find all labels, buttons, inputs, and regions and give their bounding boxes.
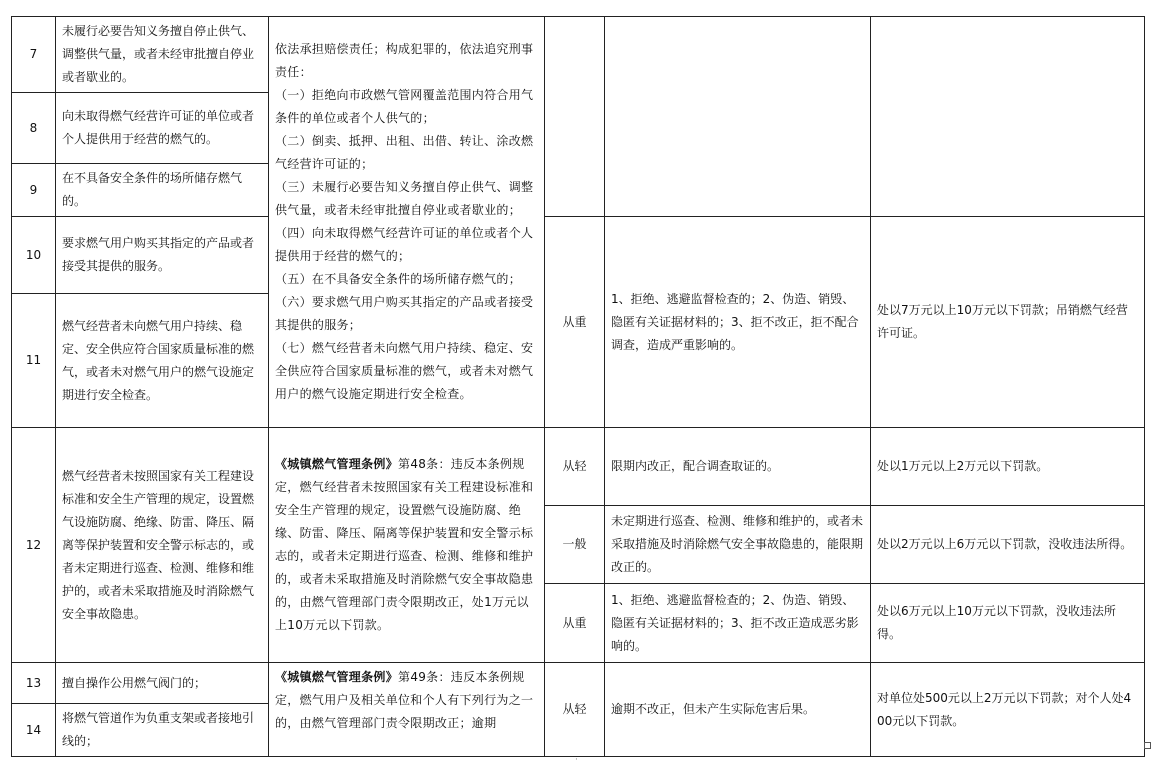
circumstance-text: 逾期不改正，但未产生实际危害后果。 bbox=[605, 663, 871, 757]
discretion-level: 从轻 bbox=[545, 428, 605, 506]
penalty-text: 处以2万元以上6万元以下罚款，没收违法所得。 bbox=[871, 506, 1145, 584]
table-row bbox=[12, 217, 1145, 294]
violation-description: 燃气经营者未向燃气用户持续、稳定、安全供应符合国家质量标准的燃气，或者未对燃气用户的燃气设施定期进行安全检查。 bbox=[56, 294, 269, 428]
basis-line: （二）倒卖、抵押、出租、出借、转让、涂改燃气经营许可证的； bbox=[275, 134, 534, 171]
legal-basis-cell bbox=[269, 428, 545, 663]
regulation-title: 《城镇燃气管理条例》 bbox=[275, 457, 399, 471]
regulation-text: 第49条：违反本条例规定，燃气用户及相关单位和个人有下列行为之一的，由燃气管理部门责令限期改正；逾期 bbox=[275, 670, 534, 730]
basis-line: （四）向未取得燃气经营许可证的单位或者个人提供用于经营的燃气的； bbox=[275, 226, 534, 263]
row-number: 8 bbox=[12, 93, 56, 164]
row-number: 14 bbox=[12, 704, 56, 757]
basis-line: （五）在不具备安全条件的场所储存燃气的； bbox=[275, 272, 522, 286]
discretion-level: 一般 bbox=[545, 506, 605, 584]
row-number: 10 bbox=[12, 217, 56, 294]
table-row bbox=[12, 663, 1145, 704]
basis-line: （六）要求燃气用户购买其指定的产品或者接受其提供的服务； bbox=[275, 295, 534, 332]
basis-line: 依法承担赔偿责任；构成犯罪的，依法追究刑事责任： bbox=[275, 42, 534, 79]
discretion-level: 从重 bbox=[545, 584, 605, 663]
legal-basis-cell bbox=[269, 17, 545, 428]
circumstance-text: 未定期进行巡查、检测、维修和维护的，或者未采取措施及时消除燃气安全事故隐患的，能限期改正的。 bbox=[605, 506, 871, 584]
violation-description: 在不具备安全条件的场所储存燃气的。 bbox=[56, 164, 269, 217]
penalty-text: 处以1万元以上2万元以下罚款。 bbox=[871, 428, 1145, 506]
legal-basis-cell bbox=[269, 663, 545, 757]
violation-description: 未履行必要告知义务擅自停止供气、调整供气量，或者未经审批擅自停业或者歇业的。 bbox=[56, 17, 269, 93]
circumstance-text: 限期内改正，配合调查取证的。 bbox=[605, 428, 871, 506]
row-number: 7 bbox=[12, 17, 56, 93]
discretion-level: 从轻 bbox=[545, 663, 605, 757]
violation-description: 向未取得燃气经营许可证的单位或者个人提供用于经营的燃气的。 bbox=[56, 93, 269, 164]
violation-description: 擅自操作公用燃气阀门的； bbox=[56, 663, 269, 704]
violation-description: 将燃气管道作为负重支架或者接地引线的； bbox=[56, 704, 269, 757]
table-row bbox=[12, 17, 1145, 93]
row-number: 9 bbox=[12, 164, 56, 217]
empty-level-cell bbox=[545, 17, 605, 217]
basis-line: （三）未履行必要告知义务擅自停止供气、调整供气量，或者未经审批擅自停业或者歇业的； bbox=[275, 180, 534, 217]
row-number: 12 bbox=[12, 428, 56, 663]
row-number: 13 bbox=[12, 663, 56, 704]
empty-penalty-cell bbox=[871, 17, 1145, 217]
penalty-text: 处以6万元以上10万元以下罚款，没收违法所得。 bbox=[871, 584, 1145, 663]
circumstance-text: 1、拒绝、逃避监督检查的；2、伪造、销毁、隐匿有关证据材料的；3、拒不改正造成恶劣影响的。 bbox=[605, 584, 871, 663]
table-row bbox=[12, 428, 1145, 506]
discretion-level: 从重 bbox=[545, 217, 605, 428]
row-number: 11 bbox=[12, 294, 56, 428]
regulation-text: 第48条：违反本条例规定，燃气经营者未按照国家有关工程建设标准和安全生产管理的规定，设置燃气设施防腐、绝缘、防雷、降压、隔离等保护装置和安全警示标志的，或者未定期进行巡查、检测、维修和维护的，或者未采取措施及时消除燃气安全事故隐患的，由燃气管理部门责令限期改正，处1万元以上10万元以下罚款。 bbox=[275, 457, 534, 632]
violation-description: 要求燃气用户购买其指定的产品或者接受其提供的服务。 bbox=[56, 217, 269, 294]
penalty-discretion-table bbox=[11, 16, 1145, 757]
basis-line: （一）拒绝向市政燃气管网覆盖范围内符合用气条件的单位或者个人供气的； bbox=[275, 88, 534, 125]
empty-circumstance-cell bbox=[605, 17, 871, 217]
circumstance-text: 1、拒绝、逃避监督检查的；2、伪造、销毁、隐匿有关证据材料的；3、拒不改正，拒不配合调查，造成严重影响的。 bbox=[605, 217, 871, 428]
penalty-text: 对单位处500元以上2万元以下罚款；对个人处400元以下罚款。 bbox=[871, 663, 1145, 757]
regulation-title: 《城镇燃气管理条例》 bbox=[275, 670, 399, 684]
basis-line: （七）燃气经营者未向燃气用户持续、稳定、安全供应符合国家质量标准的燃气，或者未对燃气用户的燃气设施定期进行安全检查。 bbox=[275, 341, 534, 401]
violation-description: 燃气经营者未按照国家有关工程建设标准和安全生产管理的规定，设置燃气设施防腐、绝缘、防雷、降压、隔离等保护装置和安全警示标志的，或者未定期进行巡查、检测、维修和维护的，或者未采取措施及时消除燃气安全事故隐患。 bbox=[56, 428, 269, 663]
table-resize-handle[interactable] bbox=[1144, 742, 1151, 749]
penalty-text: 处以7万元以上10万元以下罚款；吊销燃气经营许可证。 bbox=[871, 217, 1145, 428]
page-number-mark: · bbox=[575, 755, 578, 765]
